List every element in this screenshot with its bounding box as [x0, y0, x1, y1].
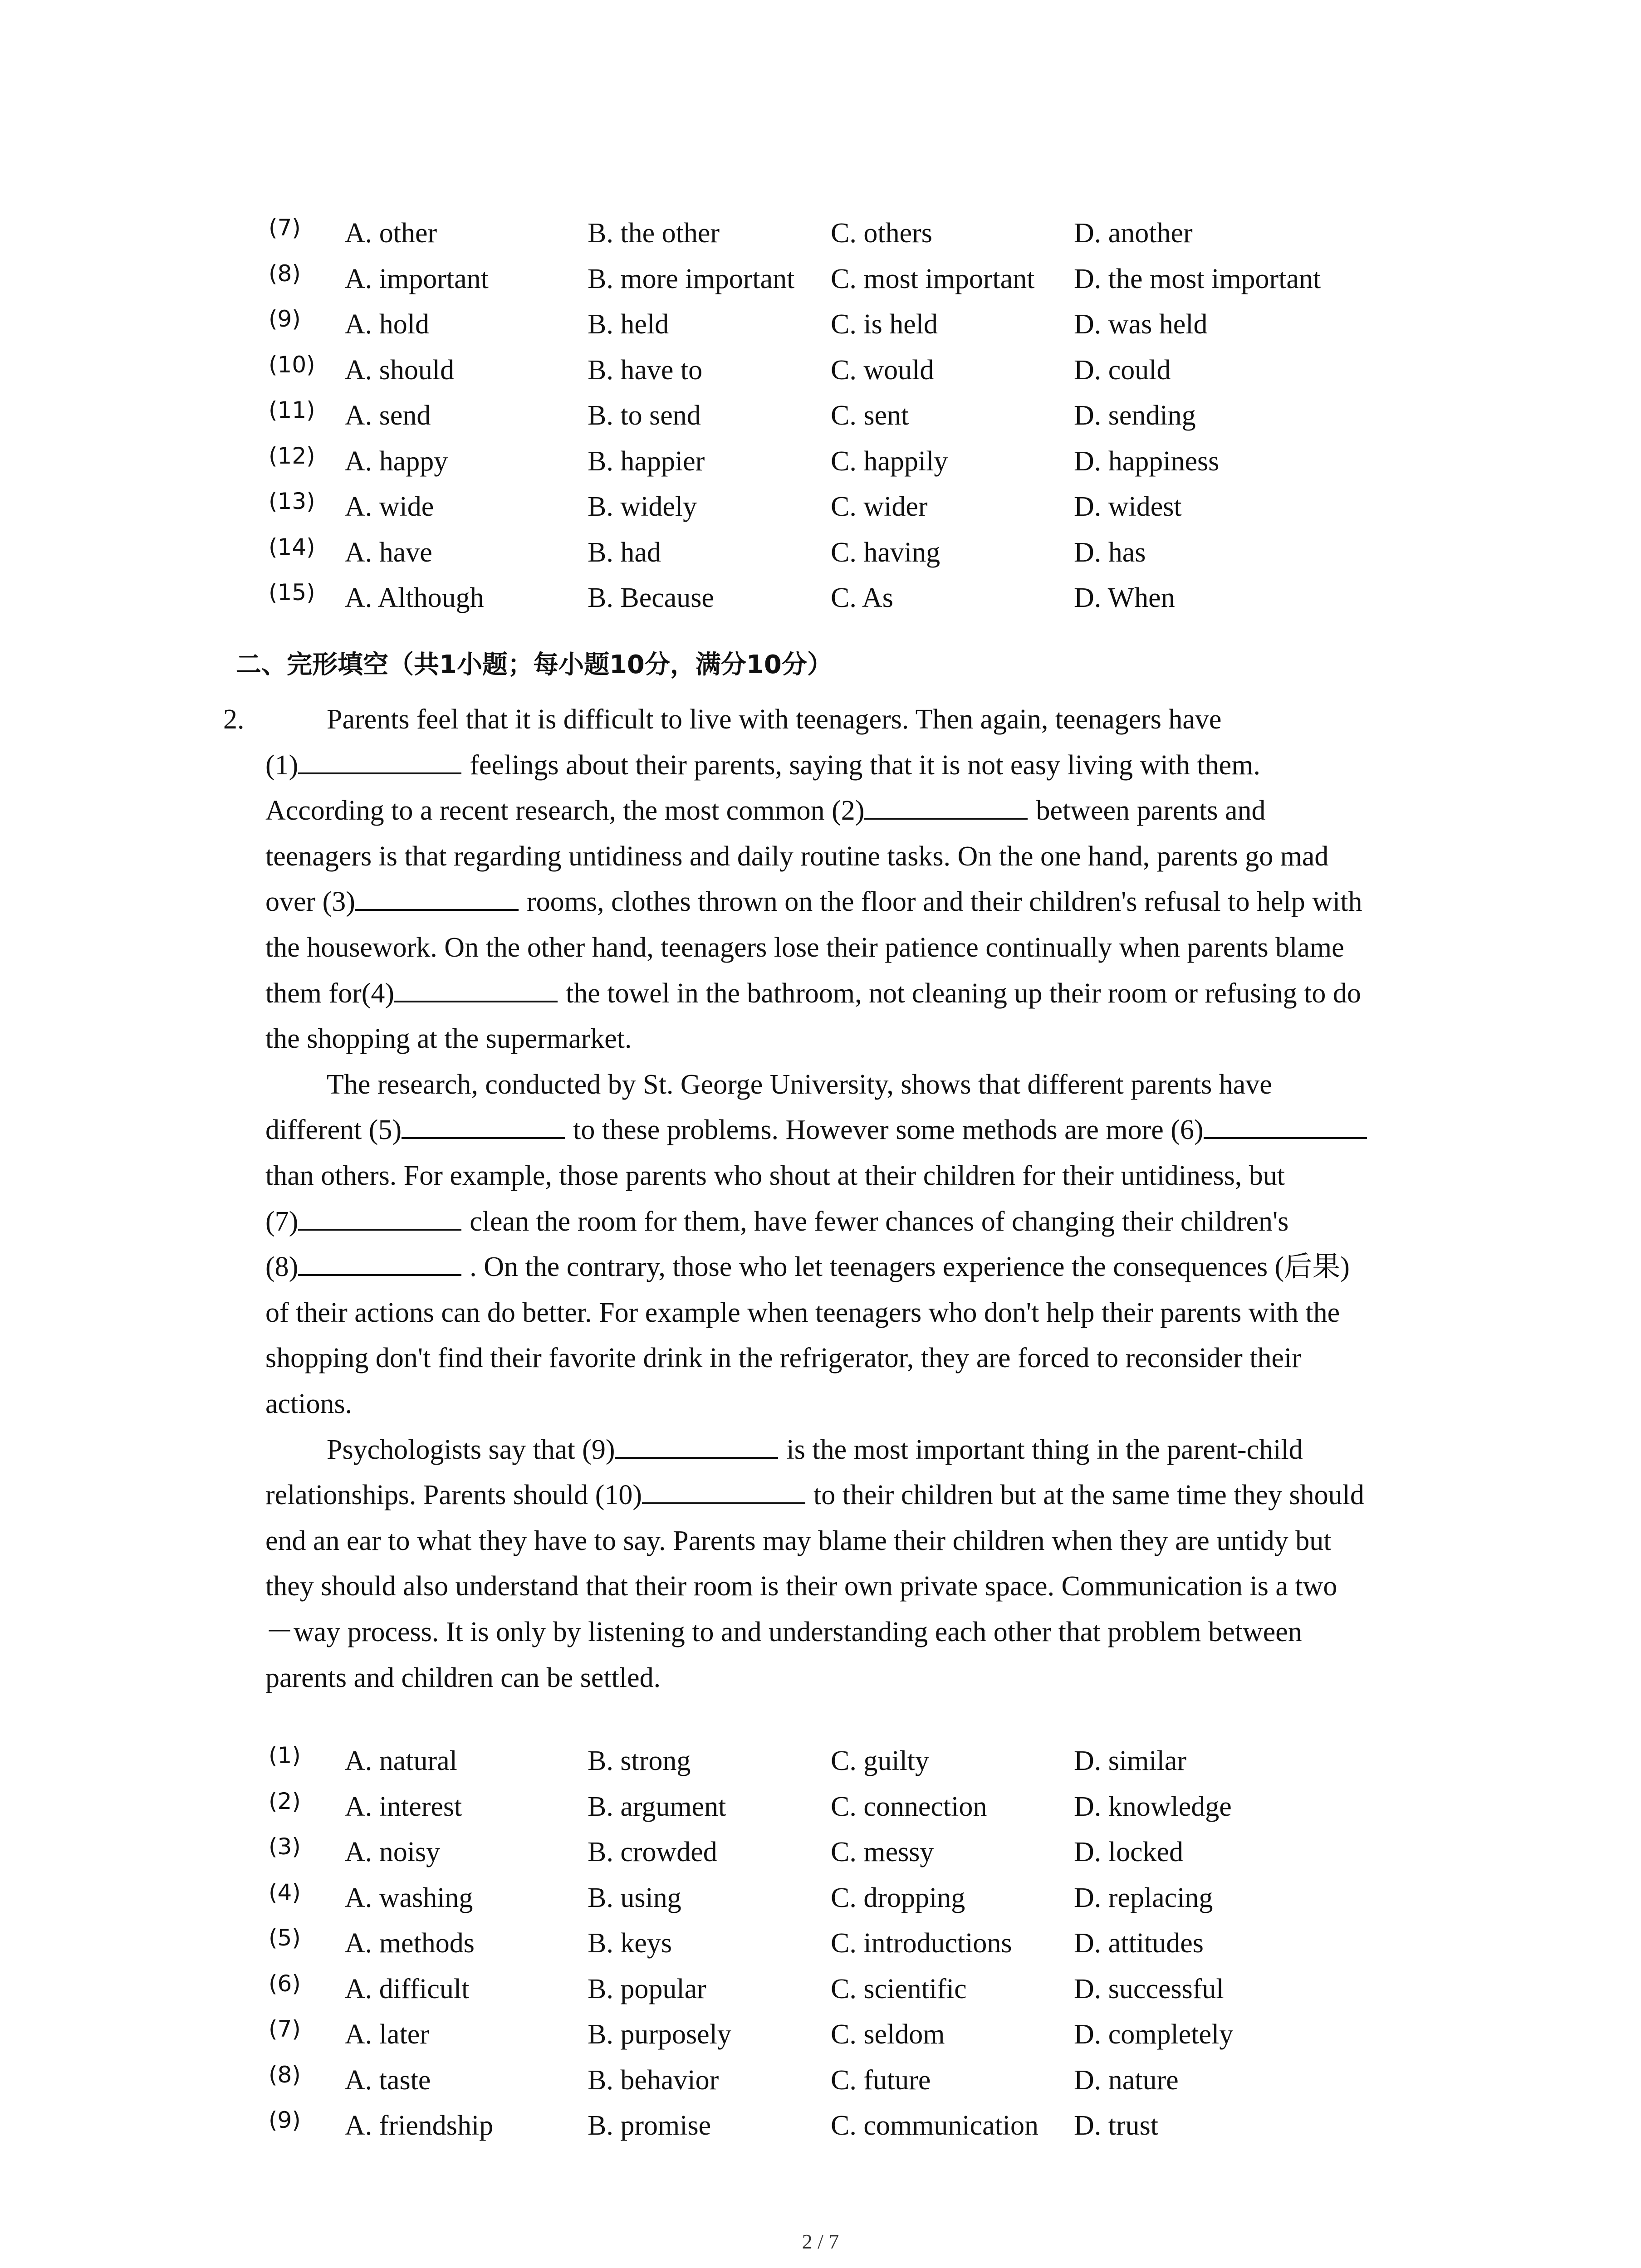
option-a: A. later: [345, 2019, 429, 2050]
question-number: 2.: [223, 704, 245, 735]
option-b: B. more important: [588, 263, 795, 294]
option-b: B. using: [588, 1882, 681, 1913]
option-c: C. communication: [831, 2110, 1039, 2141]
option-number: (9): [269, 2107, 301, 2133]
passage-line: [265, 1016, 632, 1061]
option-row: [0, 258, 1641, 300]
passage-text: the shopping at the supermarket.: [265, 1023, 632, 1054]
answer-blank[interactable]: [402, 1110, 565, 1139]
option-b: B. Because: [588, 582, 714, 613]
option-b: B. popular: [588, 1973, 706, 2004]
passage-line: [265, 971, 1361, 1016]
option-d: D. similar: [1074, 1745, 1186, 1776]
option-d: D. the most important: [1074, 263, 1321, 294]
passage-line: [327, 697, 1221, 742]
passage-text: According to a recent research, the most common (2): [265, 795, 865, 826]
passage-line: [265, 834, 1328, 879]
option-row: [0, 2014, 1641, 2055]
option-b: B. argument: [588, 1791, 726, 1822]
passage-line: [265, 1335, 1301, 1381]
option-a: A. hold: [345, 309, 429, 340]
passage-text: －way process. It is only by listening to and understanding each other that problem between: [265, 1617, 1302, 1647]
passage-line: [265, 1564, 1337, 1609]
passage-text: Parents feel that it is difficult to live with teenagers. Then again, teenagers have: [327, 704, 1222, 735]
option-d: D. locked: [1074, 1837, 1184, 1867]
option-d: D. widest: [1074, 491, 1182, 522]
option-row: [0, 1740, 1641, 1782]
option-c: C. would: [831, 354, 934, 386]
passage-line: [265, 1153, 1285, 1198]
option-d: D. attitudes: [1074, 1928, 1204, 1959]
option-d: D. successful: [1074, 1973, 1224, 2004]
option-number: (11): [269, 397, 315, 423]
option-number: (9): [269, 306, 301, 332]
option-a: A. other: [345, 218, 437, 249]
passage-text: actions.: [265, 1388, 353, 1419]
passage-text: is the most important thing in the parent-child: [786, 1434, 1303, 1465]
passage-text: parents and children can be settled.: [265, 1662, 661, 1693]
option-row: [0, 486, 1641, 528]
option-a: A. have: [345, 537, 432, 568]
passage-text: The research, conducted by St. George University, shows that different parents have: [327, 1069, 1272, 1100]
option-a: A. difficult: [345, 1973, 470, 2004]
page-number: 2 / 7: [802, 2230, 839, 2253]
passage-text: (8): [265, 1251, 299, 1282]
option-c: C. most important: [831, 263, 1035, 294]
passage-text: over (3): [265, 886, 355, 917]
passage-text: clean the room for them, have fewer chances of changing their children's: [470, 1206, 1289, 1237]
option-a: A. washing: [345, 1882, 473, 1913]
option-a: A. Although: [345, 582, 484, 613]
option-b: B. crowded: [588, 1837, 717, 1867]
option-c: C. wider: [831, 491, 928, 522]
option-c: C. dropping: [831, 1882, 965, 1913]
passage-line: [265, 879, 1362, 924]
option-d: D. another: [1074, 218, 1193, 249]
option-row: [0, 349, 1641, 391]
passage-text: teenagers is that regarding untidiness and daily routine tasks. On the one hand, parents go mad: [265, 841, 1329, 872]
answer-blank[interactable]: [355, 882, 519, 911]
passage-line: [265, 1381, 352, 1427]
option-row: [0, 2059, 1641, 2101]
option-row: [0, 440, 1641, 482]
answer-blank[interactable]: [298, 1202, 461, 1231]
option-a: A. noisy: [345, 1837, 441, 1867]
passage-line: [265, 925, 1344, 970]
passage-line: [327, 1427, 1303, 1472]
passage-text: between parents and: [1036, 795, 1266, 826]
option-b: B. have to: [588, 354, 703, 386]
option-number: (12): [269, 442, 315, 469]
option-number: (6): [269, 1970, 301, 1997]
option-number: (8): [269, 2061, 301, 2088]
answer-blank[interactable]: [298, 745, 461, 774]
option-row: [0, 1786, 1641, 1828]
option-row: [0, 1877, 1641, 1919]
passage-text: to their children but at the same time they should: [813, 1480, 1364, 1510]
option-b: B. purposely: [588, 2019, 731, 2050]
passage-text: end an ear to what they have to say. Parents may blame their children when they are untidy but: [265, 1525, 1332, 1556]
option-c: C. is held: [831, 309, 938, 340]
option-row: [0, 1968, 1641, 2010]
option-b: B. keys: [588, 1928, 672, 1959]
option-d: D. was held: [1074, 309, 1208, 340]
passage-line: [265, 1244, 1350, 1290]
passage-line: [327, 1062, 1272, 1107]
option-d: D. When: [1074, 582, 1175, 613]
option-a: A. wide: [345, 491, 434, 522]
option-a: A. taste: [345, 2064, 431, 2096]
option-d: D. could: [1074, 354, 1171, 386]
passage-line: [265, 1518, 1332, 1564]
option-number: (2): [269, 1788, 301, 1814]
option-d: D. completely: [1074, 2019, 1234, 2050]
option-a: A. natural: [345, 1745, 457, 1776]
option-b: B. held: [588, 309, 669, 340]
option-d: D. sending: [1074, 400, 1196, 431]
option-c: C. others: [831, 218, 932, 249]
passage-text: than others. For example, those parents who shout at their children for their untidiness, but: [265, 1160, 1285, 1191]
passage-line: [265, 1609, 1302, 1655]
option-a: A. happy: [345, 445, 448, 477]
option-number: (13): [269, 488, 315, 514]
passage-text: Psychologists say that (9): [327, 1434, 615, 1465]
option-row: [0, 1831, 1641, 1873]
option-number: (1): [269, 1742, 301, 1769]
passage-text: of their actions can do better. For example when teenagers who don't help their parents with the: [265, 1297, 1340, 1328]
option-c: C. sent: [831, 400, 909, 431]
option-row: [0, 395, 1641, 436]
option-a: A. interest: [345, 1791, 462, 1822]
option-number: (5): [269, 1925, 301, 1951]
option-d: D. happiness: [1074, 445, 1220, 477]
option-number: (7): [269, 215, 301, 241]
option-c: C. As: [831, 582, 893, 613]
option-b: B. happier: [588, 445, 705, 477]
option-number: (7): [269, 2016, 301, 2042]
option-c: C. messy: [831, 1837, 934, 1867]
passage-text: feelings about their parents, saying that it is not easy living with them.: [470, 750, 1260, 781]
option-row: [0, 577, 1641, 619]
option-number: (14): [269, 533, 315, 560]
option-c: C. future: [831, 2064, 931, 2096]
passage-text: rooms, clothes thrown on the floor and their children's refusal to help with: [526, 886, 1362, 917]
option-number: (8): [269, 260, 301, 287]
passage-text: shopping don't find their favorite drink in the refrigerator, they are forced to reconsider their: [265, 1343, 1301, 1374]
passage-line: [265, 1199, 1288, 1244]
option-c: C. introductions: [831, 1928, 1012, 1959]
option-a: A. should: [345, 354, 455, 386]
passage-line: [265, 1472, 1364, 1518]
option-row: [0, 212, 1641, 254]
option-d: D. nature: [1074, 2064, 1179, 2096]
passage-text: they should also understand that their room is their own private space. Communication is a two: [265, 1571, 1337, 1602]
answer-blank[interactable]: [1204, 1110, 1367, 1139]
answer-blank[interactable]: [394, 973, 558, 1002]
option-number: (10): [269, 351, 315, 378]
option-number: (3): [269, 1833, 301, 1860]
option-a: A. important: [345, 263, 489, 294]
passage-text: to these problems. However some methods are more (6): [573, 1114, 1204, 1145]
passage-line: [265, 743, 1260, 788]
option-row: [0, 2105, 1641, 2146]
passage-text: (1): [265, 750, 299, 781]
option-a: A. send: [345, 400, 431, 431]
option-c: C. happily: [831, 445, 948, 477]
passage-text: different (5): [265, 1114, 402, 1145]
passage-line: [265, 1290, 1340, 1335]
option-b: B. strong: [588, 1745, 691, 1776]
option-c: C. scientific: [831, 1973, 967, 2004]
passage-line: [265, 788, 1266, 833]
option-a: A. methods: [345, 1928, 475, 1959]
option-number: (15): [269, 579, 315, 606]
option-d: D. has: [1074, 537, 1146, 568]
option-row: [0, 303, 1641, 345]
answer-blank[interactable]: [615, 1430, 778, 1459]
answer-blank[interactable]: [298, 1247, 461, 1276]
passage-text: the housework. On the other hand, teenagers lose their patience continually when parents blame: [265, 932, 1344, 963]
option-b: B. promise: [588, 2110, 711, 2141]
option-b: B. the other: [588, 218, 720, 249]
passage-text: (7): [265, 1206, 299, 1237]
option-d: D. knowledge: [1074, 1791, 1232, 1822]
option-d: D. replacing: [1074, 1882, 1213, 1913]
option-c: C. seldom: [831, 2019, 945, 2050]
answer-blank[interactable]: [642, 1475, 805, 1504]
passage-text: the towel in the bathroom, not cleaning up their room or refusing to do: [566, 978, 1361, 1009]
option-row: [0, 1922, 1641, 1964]
answer-blank[interactable]: [864, 791, 1028, 820]
passage-text: . On the contrary, those who let teenagers experience the consequences (后果): [470, 1251, 1350, 1282]
option-c: C. connection: [831, 1791, 987, 1822]
option-b: B. had: [588, 537, 661, 568]
passage-text: relationships. Parents should (10): [265, 1480, 642, 1510]
passage-line: [265, 1655, 661, 1701]
option-a: A. friendship: [345, 2110, 494, 2141]
option-number: (4): [269, 1879, 301, 1906]
passage-text: them for(4): [265, 978, 395, 1009]
option-b: B. behavior: [588, 2064, 719, 2096]
option-row: [0, 532, 1641, 573]
option-c: C. having: [831, 537, 941, 568]
passage-line: [265, 1107, 1375, 1153]
option-b: B. to send: [588, 400, 701, 431]
option-b: B. widely: [588, 491, 697, 522]
option-c: C. guilty: [831, 1745, 930, 1776]
option-d: D. trust: [1074, 2110, 1158, 2141]
section-title: 二、完形填空（共1小题；每小题10分，满分10分）: [236, 650, 833, 679]
